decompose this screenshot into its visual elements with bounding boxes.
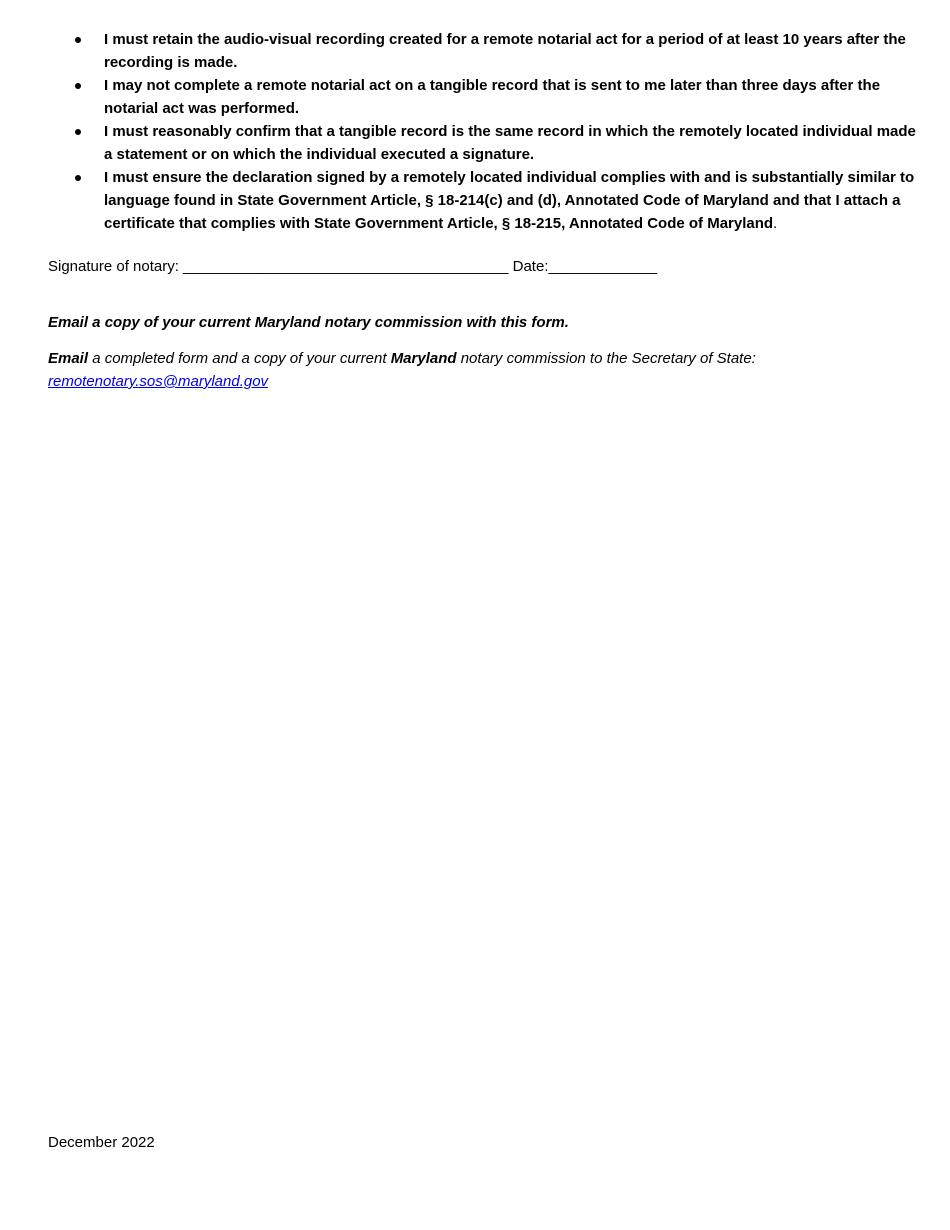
signature-label: Signature of notary: — [48, 258, 184, 275]
list-item — [48, 120, 918, 166]
instruction-text-1: a completed form and a copy of your current — [88, 350, 391, 367]
submission-instructions — [48, 347, 918, 393]
bullet-icon — [75, 83, 81, 89]
maryland-word: Maryland — [390, 350, 457, 367]
requirements-list — [48, 28, 918, 235]
list-item — [48, 28, 918, 74]
signature-row — [48, 256, 918, 278]
instruction-text-2: notary commission to the Secretary of State: — [456, 350, 756, 367]
date-blank[interactable]: _____________ — [548, 258, 657, 275]
requirement-text: I may not complete a remote notarial act on a tangible record that is sent to me later than three days after the notarial act was performed. — [104, 77, 881, 117]
requirement-text: I must ensure the declaration signed by a remotely located individual complies with and is substantially similar to language found in State Government Article, § 18-214(c) and (d), Annotated Code of Maryland and that I attach a certificate that complies with State Government Article, § 18-215, Annotated Code of Maryland — [104, 169, 915, 232]
list-item — [48, 74, 918, 120]
commission-note: Email a copy of your current Maryland notary commission with this form. — [48, 314, 569, 331]
bullet-icon — [75, 175, 81, 181]
signature-blank[interactable]: _______________________________________ — [183, 258, 509, 275]
bullet-icon — [75, 129, 81, 135]
list-item — [48, 166, 918, 235]
trailing-period: . — [773, 215, 778, 232]
requirement-text: I must retain the audio-visual recording created for a remote notarial act for a period of at least 10 years after the recording is made. — [104, 31, 906, 71]
bullet-icon — [75, 37, 81, 43]
footer-date: December 2022 — [48, 1134, 155, 1151]
email-word: Email — [48, 350, 89, 367]
date-label: Date: — [508, 258, 549, 275]
requirement-text: I must reasonably confirm that a tangible record is the same record in which the remotely located individual made a statement or on which the individual executed a signature. — [104, 123, 916, 163]
email-link[interactable]: remotenotary.sos@maryland.gov — [48, 373, 269, 390]
